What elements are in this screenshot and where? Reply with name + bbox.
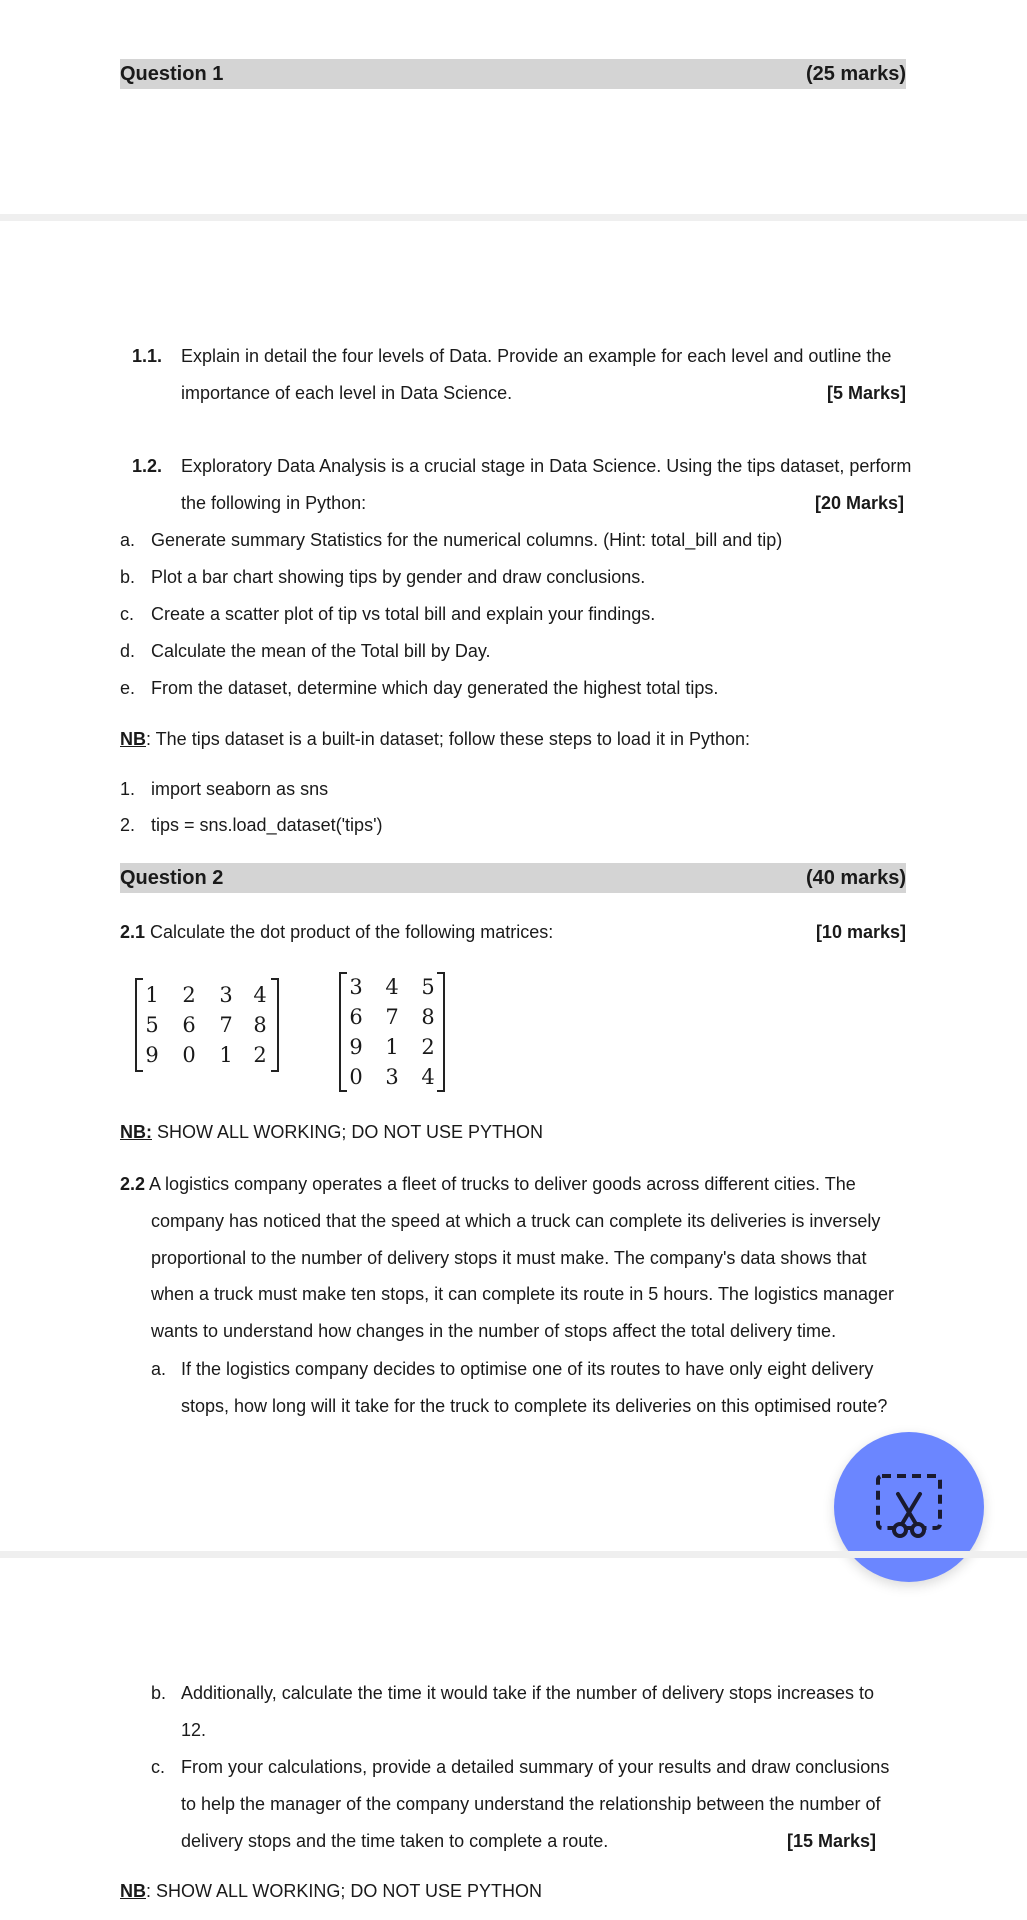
matrix-cell: 1 [385, 1035, 399, 1059]
matrix-cell: 6 [349, 1005, 363, 1029]
list-item: Calculate the mean of the Total bill by Day. [151, 641, 491, 661]
q2-1-text [120, 921, 553, 943]
screenshot-scissors-icon [834, 1432, 984, 1582]
nb-text: : SHOW ALL WORKING; DO NOT USE PYTHON [146, 1881, 543, 1901]
list-item: From the dataset, determine which day generated the highest total tips. [151, 678, 719, 698]
q2-2-c-label: c. [151, 1757, 166, 1777]
page-separator [0, 1551, 1027, 1558]
matrix-cell: 4 [421, 1065, 435, 1089]
q1-2-marks: [20 Marks] [814, 493, 904, 513]
nb-label: NB: [120, 1122, 152, 1142]
q1-1-line1: Explain in detail the four levels of Data. Provide an example for each level and outline the [181, 346, 892, 366]
matrix-cell: 3 [349, 975, 363, 999]
matrix-cell: 4 [253, 983, 267, 1007]
q2-1-nb-note [120, 1121, 543, 1143]
nb-label: NB [120, 1881, 146, 1901]
matrix-cell: 5 [145, 1013, 159, 1037]
q2-2-c-line1: From your calculations, provide a detailed summary of your results and draw conclusions [181, 1757, 890, 1777]
q2-2-a-line1: If the logistics company decides to optimise one of its routes to have only eight delivery [181, 1359, 874, 1379]
q2-1-prompt: Calculate the dot product of the following matrices: [145, 922, 554, 942]
matrix-cell: 3 [385, 1065, 399, 1089]
q1-1-number: 1.1. [132, 346, 163, 366]
q2-2-text: A logistics company operates a fleet of trucks to deliver goods across different cities. The [145, 1174, 856, 1194]
matrix-cell: 7 [385, 1005, 399, 1029]
question-2-marks: (40 marks) [805, 867, 906, 889]
screenshot-fab-button[interactable] [834, 1432, 984, 1582]
q2-2-b-line1: Additionally, calculate the time it would take if the number of delivery stops increases to [181, 1683, 875, 1703]
list-item: Generate summary Statistics for the numerical columns. (Hint: total_bill and tip) [151, 530, 783, 550]
matrix-cell: 4 [385, 975, 399, 999]
q1-2-number: 1.2. [132, 456, 163, 476]
q2-2-line4: when a truck must make ten stops, it can complete its route in 5 hours. The logistics manager [151, 1284, 895, 1304]
list-item-label: d. [120, 641, 136, 661]
question-1-title: Question 1 [120, 63, 224, 85]
matrix-cell: 9 [349, 1035, 363, 1059]
matrix-cell: 1 [219, 1043, 233, 1067]
q1-1-line2: importance of each level in Data Science. [181, 383, 513, 403]
list-item: Create a scatter plot of tip vs total bill and explain your findings. [151, 604, 656, 624]
matrix-cell: 2 [253, 1043, 267, 1067]
list-item-label: a. [120, 530, 136, 550]
q2-2-line2: company has noticed that the speed at which a truck can complete its deliveries is inversely [151, 1211, 881, 1231]
matrix-cell: 8 [421, 1005, 435, 1029]
nb-text: : The tips dataset is a built-in dataset; follow these steps to load it in Python: [146, 729, 751, 749]
list-item: Plot a bar chart showing tips by gender and draw conclusions. [151, 567, 646, 587]
matrix-cell: 0 [349, 1065, 363, 1089]
question-1-header [120, 59, 906, 89]
nb-text: SHOW ALL WORKING; DO NOT USE PYTHON [152, 1122, 544, 1142]
matrix-cell: 6 [182, 1013, 196, 1037]
q1-2-line2: the following in Python: [181, 493, 367, 513]
matrix-cell: 7 [219, 1013, 233, 1037]
question-2-title: Question 2 [120, 867, 224, 889]
list-item-label: e. [120, 678, 136, 698]
q2-1-number: 2.1 [120, 922, 146, 942]
q1-nb-note [120, 728, 750, 750]
step-label: 2. [120, 815, 136, 835]
q2-1-marks: [10 marks] [815, 922, 906, 942]
matrix-cell: 1 [145, 983, 159, 1007]
q2-2-a-line2: stops, how long will it take for the truck to complete its deliveries on this optimised route? [181, 1396, 888, 1416]
list-item-label: c. [120, 604, 135, 624]
question-1-marks: (25 marks) [805, 63, 906, 85]
nb-label: NB [120, 729, 146, 749]
q2-2-a-label: a. [151, 1359, 167, 1379]
matrix-cell: 9 [145, 1043, 159, 1067]
matrix-cell: 5 [421, 975, 435, 999]
q2-2-line5: wants to understand how changes in the number of stops affect the total delivery time. [151, 1321, 837, 1341]
code-step: tips = sns.load_dataset('tips') [151, 815, 383, 835]
matrix-cell: 8 [253, 1013, 267, 1037]
q2-2-number: 2.2 [120, 1174, 146, 1194]
matrix-b [339, 972, 445, 1092]
q2-2-marks: [15 Marks] [786, 1831, 876, 1851]
q2-2-b-label: b. [151, 1683, 167, 1703]
q1-2-line1: Exploratory Data Analysis is a crucial stage in Data Science. Using the tips dataset, perform [181, 456, 912, 476]
q2-2-line1 [120, 1173, 856, 1195]
q2-2-b-line2: 12. [181, 1720, 207, 1740]
step-label: 1. [120, 779, 136, 799]
matrix-cell: 2 [182, 983, 196, 1007]
q2-2-nb-note [120, 1880, 542, 1902]
matrix-a [135, 978, 279, 1072]
q1-1-marks: [5 Marks] [826, 383, 906, 403]
code-step: import seaborn as sns [151, 779, 329, 799]
matrix-cell: 0 [182, 1043, 196, 1067]
list-item-label: b. [120, 567, 136, 587]
matrix-cell: 2 [421, 1035, 435, 1059]
q2-2-c-line3: delivery stops and the time taken to complete a route. [181, 1831, 609, 1851]
matrix-cell: 3 [219, 983, 233, 1007]
page-separator [0, 214, 1027, 221]
q2-2-line3: proportional to the number of delivery stops it must make. The company's data shows that [151, 1248, 867, 1268]
question-2-header [120, 863, 906, 893]
q2-2-c-line2: to help the manager of the company understand the relationship between the number of [181, 1794, 881, 1814]
